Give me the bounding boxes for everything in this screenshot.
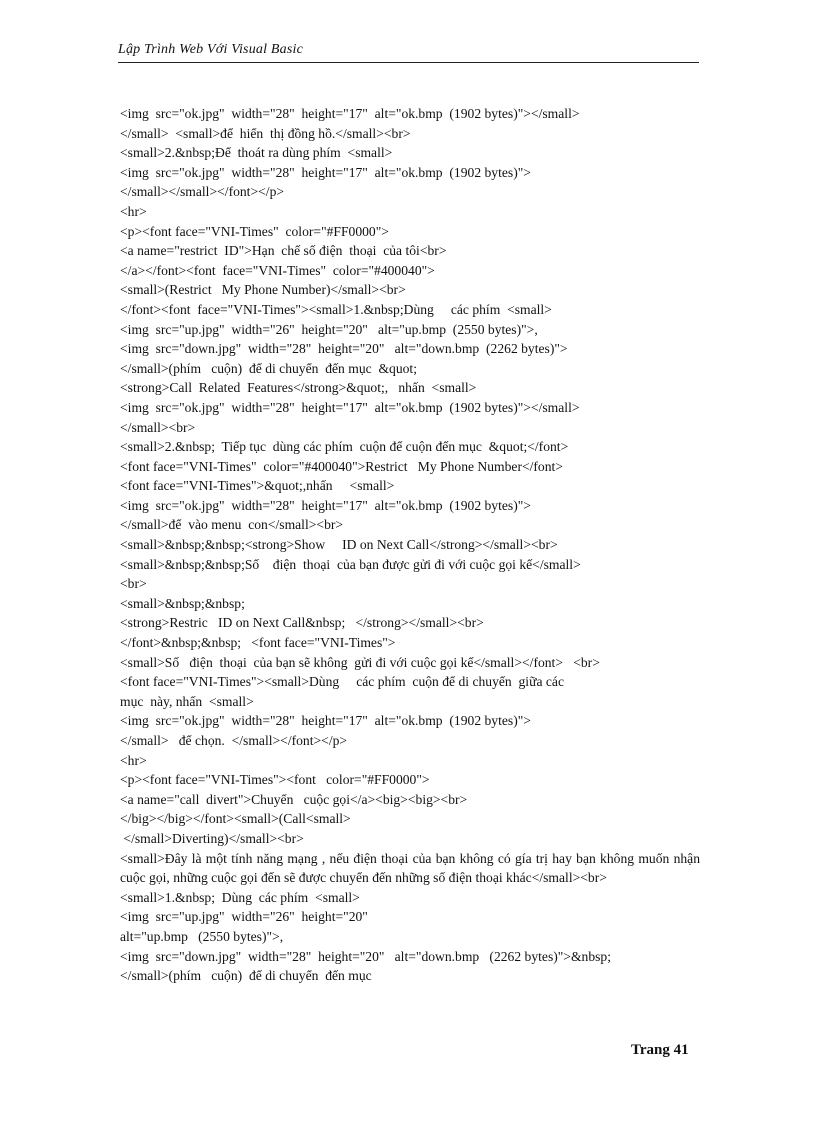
code-line: </small>(phím cuộn) để di chuyển đến mục &quot; [120,360,417,376]
code-line: <a name="restrict ID">Hạn chế số điện thoại của tôi<br> [120,243,447,259]
code-line: <small>2.&nbsp;Để thoát ra dùng phím <small> [120,145,393,161]
header-divider [118,62,699,63]
page-header-title: Lập Trình Web Với Visual Basic [118,42,303,57]
code-line: mục này, nhấn <small> [120,693,254,709]
code-line: <font face="VNI-Times" color="#400040">Restrict My Phone Number</font> [120,458,563,474]
code-line: </small> để chọn. </small></font></p> [120,733,348,748]
code-line: </a></font><font face="VNI-Times" color="#400040"> [120,262,435,278]
code-line: </small> <small>để hiển thị đồng hồ.</small><br> [120,125,411,141]
code-line: <a name="call divert">Chuyển cuộc gọi</a><big><big><br> [120,791,468,807]
code-line: </font>&nbsp;&nbsp; <font face="VNI-Times"> [120,635,396,651]
code-line: <strong>Restric ID on Next Call&nbsp; </strong></small><br> [120,615,484,631]
code-line: <img src="down.jpg" width="28" height="20" alt="down.bmp (2262 bytes)"> [120,341,568,357]
code-line: <small>Số điện thoại của bạn sẽ không gửi đi với cuộc gọi kế</small></font> <br> [120,654,600,670]
code-line: <img src="ok.jpg" width="28" height="17" alt="ok.bmp (1902 bytes)"></small> [120,399,580,415]
code-line: </small>(phím cuộn) để di chuyển đến mục [120,968,372,984]
code-line: <small>(Restrict My Phone Number)</small><br> [120,282,406,298]
code-line: </big></big></font><small>(Call<small> [120,811,351,827]
code-line: <small>1.&nbsp; Dùng các phím <small> [120,889,360,905]
document-body [120,104,700,986]
code-line: <img src="ok.jpg" width="28" height="17" alt="ok.bmp (1902 bytes)"> [120,497,531,513]
code-line: <small>&nbsp;&nbsp; [120,595,245,611]
code-line: <font face="VNI-Times"><small>Dùng các phím cuộn để di chuyển giữa các [120,674,564,690]
code-line: <img src="down.jpg" width="28" height="20" alt="down.bmp (2262 bytes)">&nbsp; [120,948,612,964]
code-line: <hr> [120,203,147,219]
code-line: <hr> [120,752,147,768]
code-line: </small><br> [120,419,196,435]
code-line: <small>2.&nbsp; Tiếp tục dùng các phím cuộn để cuộn đến mục &quot;</font> [120,439,569,455]
code-line: <small>&nbsp;&nbsp;Số điện thoại của bạn được gửi đi với cuộc gọi kế</small> [120,556,581,572]
code-line: </small></small></font></p> [120,184,285,200]
code-line: <img src="ok.jpg" width="28" height="17" alt="ok.bmp (1902 bytes)"> [120,713,531,729]
code-line: <strong>Call Related Features</strong>&quot;, nhấn <small> [120,380,477,396]
code-line: <small>&nbsp;&nbsp;<strong>Show ID on Next Call</strong></small><br> [120,537,558,553]
code-line: <p><font face="VNI-Times"><font color="#FF0000"> [120,772,430,788]
code-line: <font face="VNI-Times">&quot;,nhấn <small> [120,478,395,494]
code-line: <br> [120,576,147,592]
code-line: </small>Diverting)</small><br> [120,830,304,846]
code-line: <img src="ok.jpg" width="28" height="17" alt="ok.bmp (1902 bytes)"> [120,164,531,180]
code-line: </small>để vào menu con</small><br> [120,517,344,533]
code-line: <img src="ok.jpg" width="28" height="17" alt="ok.bmp (1902 bytes)"></small> [120,106,580,121]
code-paragraph: <small>Đây là một tính năng mạng , nếu điện thoại của bạn không có gía trị hay bạn không muốn nhận cuộc gọi, những cuộc gọi đến sẽ được chuyển đến những số điện thoại khác</small><br> [120,850,700,886]
page-number: Trang 41 [631,1042,689,1058]
code-line: alt="up.bmp (2550 bytes)">, [120,928,284,944]
code-line: </font><font face="VNI-Times"><small>1.&nbsp;Dùng các phím <small> [120,301,552,317]
code-line: <img src="up.jpg" width="26" height="20" [120,909,368,925]
code-line: <p><font face="VNI-Times" color="#FF0000"> [120,223,389,239]
code-line: <img src="up.jpg" width="26" height="20" alt="up.bmp (2550 bytes)">, [120,321,538,337]
